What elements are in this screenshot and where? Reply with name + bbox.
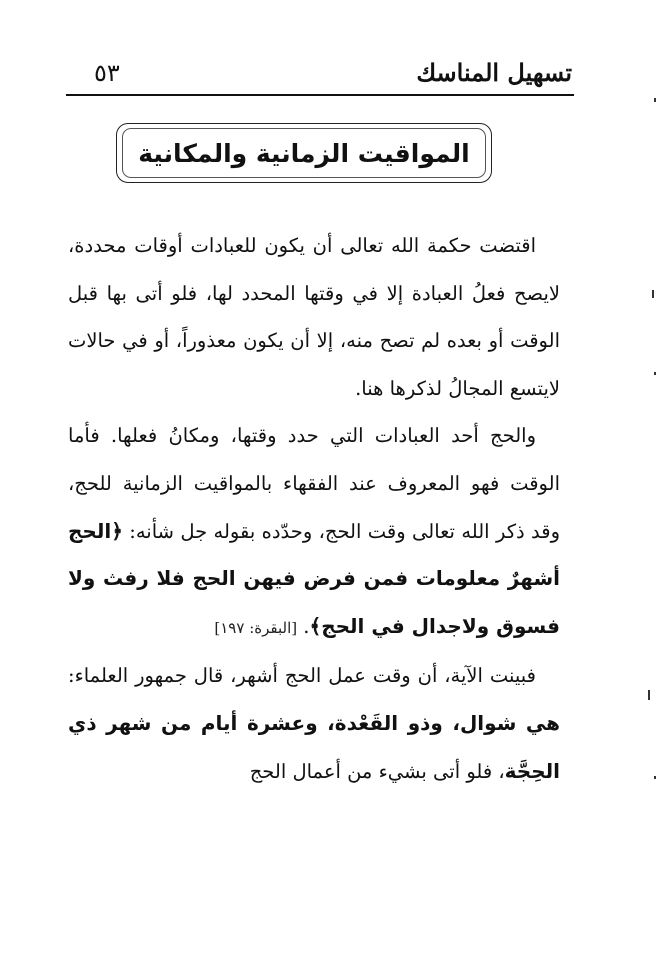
header-rule <box>66 94 574 96</box>
scan-margin-mark <box>654 98 656 102</box>
hajj-months: هي شوال، وذو القَعْدة، وعشرة أيام من شهر ذي الحِجَّة <box>68 710 560 783</box>
verse-citation: [البقرة: ١٩٧] <box>214 618 298 637</box>
scan-margin-mark <box>652 290 654 298</box>
section-title-frame <box>116 123 492 183</box>
paragraph-2-text: والحج أحد العبادات التي حدد وقتها، ومكانُ فعلها. فأما الوقت فهو المعروف عند الفقهاء بالمواقيت الزمانية للحج، وقد ذكر الله تعالى وقت الحج، وحدّده بقوله جل شأنه: <box>68 424 560 543</box>
paragraph-1-text: اقتضت حكمة الله تعالى أن يكون للعبادات أوقات محددة، لايصح فعلُ العبادة إلا في وقتها المحدد لها، فلو أتى بها قبل الوقت أو بعده لم تصح منه، إلا أن يكون معذوراً، أو في حالات لايتسع المجالُ لذكرها هنا. <box>68 234 560 400</box>
paragraph-1 <box>68 222 560 412</box>
scan-margin-mark <box>648 690 650 700</box>
paragraph-2-punctuation: . <box>297 614 310 638</box>
running-header-title: تسهيل المناسك <box>416 58 572 87</box>
quran-verse: ﴿الحج أشهرٌ معلومات فمن فرض فيهن الحج فلا رفث ولا فسوق ولاجدال في الحج﴾ <box>68 518 560 638</box>
page-number: ٥٣ <box>94 59 120 87</box>
scan-margin-mark <box>654 776 656 779</box>
body-text <box>68 222 560 795</box>
paragraph-3 <box>68 652 560 795</box>
paragraph-3-text: فبينت الآية، أن وقت عمل الحج أشهر، قال جمهور العلماء: <box>68 664 536 688</box>
section-title-inner-frame <box>122 128 486 178</box>
paragraph-3-continuation: ، فلو أتى بشيء من أعمال الحج <box>249 759 505 783</box>
scan-margin-mark <box>654 372 656 375</box>
section-title: المواقيت الزمانية والمكانية <box>138 138 470 168</box>
paragraph-2 <box>68 412 560 652</box>
